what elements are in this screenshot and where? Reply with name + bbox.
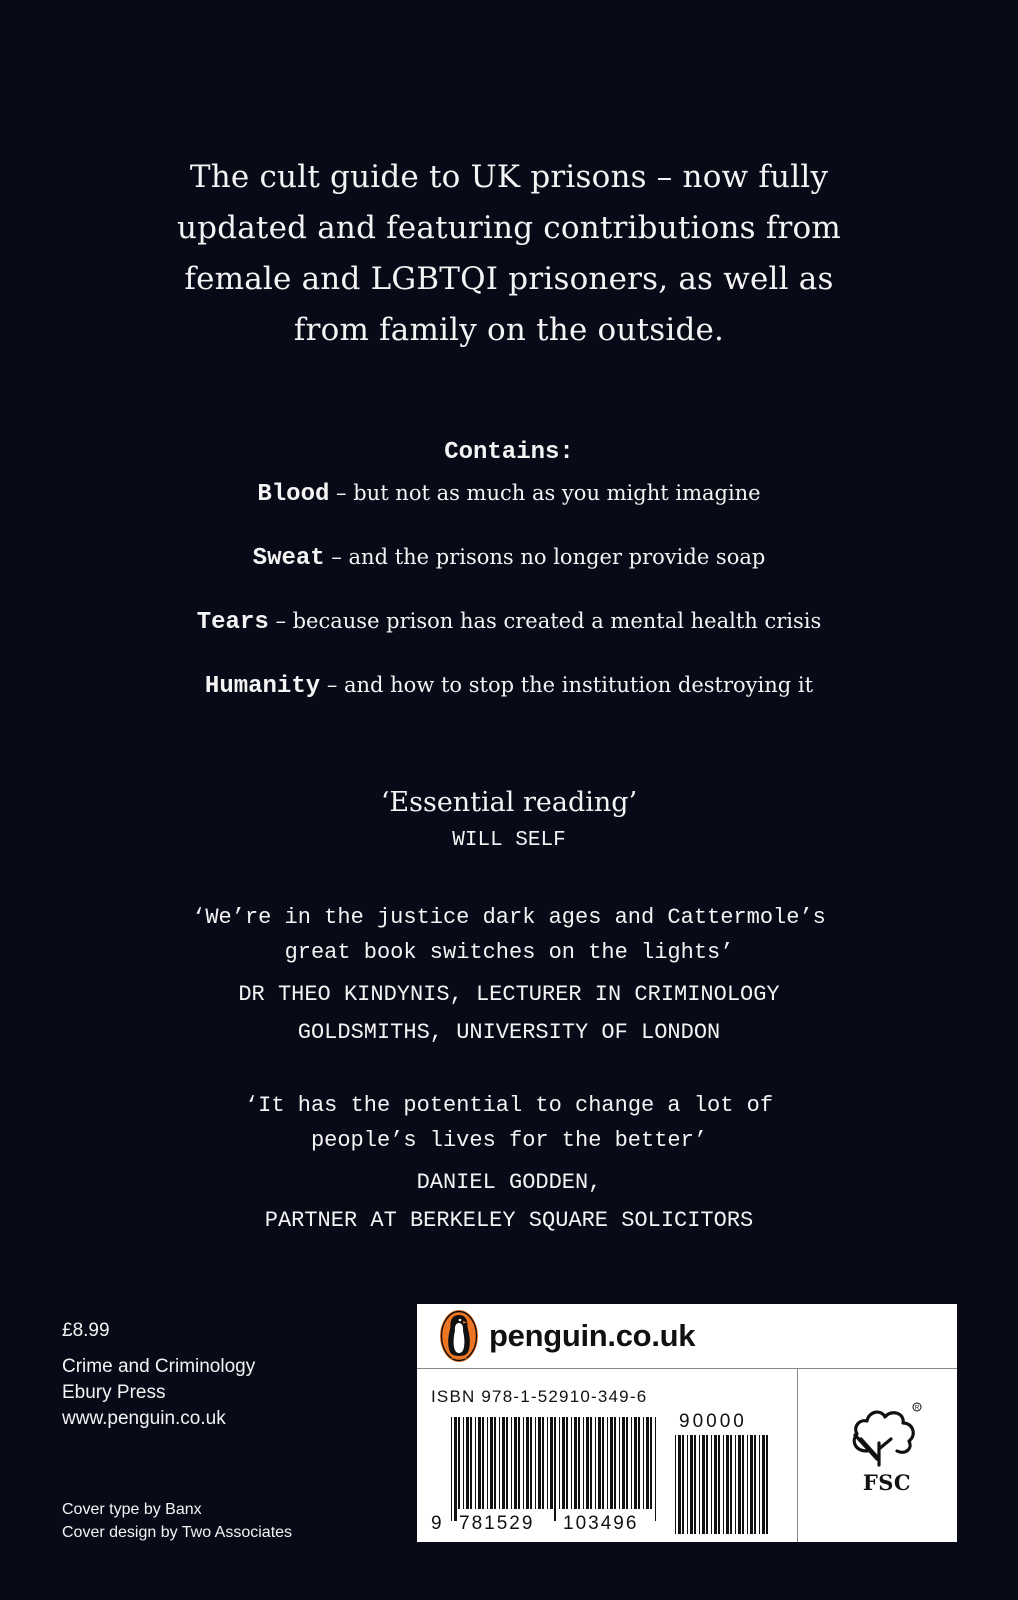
contains-desc: – and the prisons no longer provide soap (324, 545, 766, 569)
blurb-line: from family on the outside. (293, 312, 725, 348)
barcode-bar (610, 1417, 613, 1509)
barcode-bar (511, 1417, 512, 1509)
barcode-bar (554, 1417, 556, 1521)
barcode-bar (526, 1417, 529, 1509)
fsc-tree-icon (847, 1399, 927, 1469)
contains-item-humanity (60, 668, 958, 704)
blurb-line: The cult guide to UK prisons – now fully (189, 159, 829, 195)
barcode-bar (451, 1417, 452, 1521)
barcode-bar (759, 1435, 760, 1534)
quote-author (80, 1164, 938, 1240)
barcode-bar (538, 1417, 541, 1509)
barcode-bar (646, 1417, 649, 1509)
barcode-bar (535, 1417, 536, 1509)
ean-digits-group-1: 781529 (459, 1513, 535, 1534)
barcode-bar (655, 1417, 656, 1521)
contains-item-sweat (60, 540, 958, 576)
barcode-bar (714, 1435, 717, 1534)
barcode-panel (417, 1304, 957, 1542)
barcode-bar (631, 1417, 632, 1509)
barcode-bar (530, 1417, 532, 1509)
barcode-bar (482, 1417, 484, 1509)
barcode-bar (454, 1417, 457, 1521)
imprint: Ebury Press (62, 1382, 166, 1403)
barcode-bar (566, 1417, 568, 1509)
fsc-mark (837, 1399, 937, 1495)
barcode-bar (694, 1435, 696, 1534)
quote-author-line: DANIEL GODDEN, (416, 1170, 602, 1195)
main-barcode-bars (451, 1417, 656, 1521)
cover-credits (62, 1498, 292, 1544)
barcode-bar (514, 1417, 517, 1509)
quote-text: great book switches on the lights’ (284, 940, 734, 965)
quote-text: ‘It has the potential to change a lot of (244, 1093, 774, 1118)
quote-text: ‘We’re in the justice dark ages and Cattermole’s (192, 905, 826, 930)
barcode-bar (607, 1417, 608, 1509)
addon-barcode-bars (675, 1435, 768, 1534)
barcode-bar (638, 1417, 640, 1509)
barcode-bar (470, 1417, 472, 1509)
ean-first-digit: 9 (431, 1513, 444, 1534)
barcode-bar (463, 1417, 464, 1509)
barcode-bar (687, 1435, 688, 1534)
ean-digits-group-2: 103496 (563, 1513, 639, 1534)
contains-term: Blood (257, 481, 330, 508)
penguin-logo-icon (439, 1309, 479, 1363)
barcode-bar (523, 1417, 524, 1509)
contains-term: Sweat (252, 545, 325, 572)
barcode-bar (586, 1417, 589, 1509)
barcode-bar (598, 1417, 601, 1509)
barcode-bar (602, 1417, 604, 1509)
barcode-bar (762, 1435, 765, 1534)
barcode-bar (487, 1417, 488, 1509)
barcode-bar (738, 1435, 741, 1534)
barcode-bar (490, 1417, 493, 1509)
barcode-bar (466, 1417, 469, 1509)
cover-type-credit: Cover type by Banx (62, 1501, 202, 1518)
barcode-bar (634, 1417, 637, 1509)
contains-term: Humanity (204, 673, 321, 700)
barcode-bar (747, 1435, 748, 1534)
barcode-bar (458, 1417, 460, 1509)
contains-desc: – because prison has created a mental health crisis (268, 609, 822, 633)
contains-item-tears (60, 604, 958, 640)
penguin-site-label: penguin.co.uk (489, 1318, 696, 1353)
barcode-bar (571, 1417, 572, 1509)
barcode-bar (494, 1417, 496, 1509)
barcode-bar (578, 1417, 580, 1509)
review-quote-kindynis (80, 900, 938, 1052)
contains-item-blood (60, 476, 958, 512)
barcode-bar (518, 1417, 520, 1509)
isbn-label: ISBN 978-1-52910-349-6 (431, 1387, 648, 1406)
barcode-bar (750, 1435, 753, 1534)
price: £8.99 (62, 1320, 110, 1341)
category: Crime and Criminology (62, 1356, 256, 1377)
quote-text: people’s lives for the better’ (310, 1128, 708, 1153)
barcode-bar (502, 1417, 505, 1509)
contains-desc: – but not as much as you might imagine (329, 481, 761, 505)
quote-author: WILL SELF (452, 829, 566, 852)
barcode-bar (626, 1417, 628, 1509)
barcode-bar (682, 1435, 684, 1534)
penguin-banner (417, 1304, 957, 1369)
barcode-bar (678, 1435, 681, 1534)
isbn-barcode (417, 1369, 798, 1542)
barcode-bar (559, 1417, 560, 1509)
contains-heading: Contains: (444, 439, 574, 466)
barcode-bar (643, 1417, 644, 1509)
barcode-bar (723, 1435, 724, 1534)
barcode-bar (590, 1417, 592, 1509)
barcode-bar (622, 1417, 625, 1509)
barcode-bar (766, 1435, 768, 1534)
quote-author-line: GOLDSMITHS, UNIVERSITY OF LONDON (297, 1020, 721, 1045)
barcode-bar (675, 1435, 676, 1534)
barcode-bar (702, 1435, 705, 1534)
barcode-bar (711, 1435, 712, 1534)
barcode-bar (690, 1435, 693, 1534)
website: www.penguin.co.uk (62, 1408, 226, 1429)
barcode-bar (499, 1417, 500, 1509)
addon-digits: 90000 (679, 1411, 747, 1432)
barcode-bar (583, 1417, 584, 1509)
barcode-bar (730, 1435, 732, 1534)
blurb-line: female and LGBTQI prisoners, as well as (184, 261, 834, 297)
barcode-bar (614, 1417, 616, 1509)
contains-term: Tears (196, 609, 269, 636)
barcode-bar (550, 1417, 553, 1509)
barcode-bar (562, 1417, 565, 1509)
review-quote-godden (80, 1088, 938, 1240)
svg-text:R: R (914, 1405, 920, 1412)
quote-author-line: PARTNER AT BERKELEY SQUARE SOLICITORS (264, 1208, 754, 1233)
barcode-bar (475, 1417, 476, 1509)
publisher-info (62, 1318, 255, 1432)
contains-section (60, 436, 958, 732)
barcode-bar (619, 1417, 620, 1509)
barcode-bar (574, 1417, 577, 1509)
barcode-bar (742, 1435, 744, 1534)
barcode-bar (754, 1435, 756, 1534)
contains-desc: – and how to stop the institution destroying it (320, 673, 814, 697)
cover-design-credit: Cover design by Two Associates (62, 1524, 293, 1541)
barcode-bar (718, 1435, 720, 1534)
blurb-line: updated and featuring contributions from (176, 210, 841, 246)
barcode-bar (547, 1417, 548, 1509)
quote-author-line: DR THEO KINDYNIS, LECTURER IN CRIMINOLOGY (238, 982, 780, 1007)
barcode-bar (726, 1435, 729, 1534)
barcode-area (417, 1369, 957, 1542)
barcode-bar (650, 1417, 652, 1509)
review-quote-will-self (80, 784, 938, 856)
barcode-bar (542, 1417, 544, 1509)
barcode-bar (706, 1435, 708, 1534)
fsc-label: FSC (862, 1470, 912, 1495)
barcode-bar (478, 1417, 481, 1509)
barcode-bar (735, 1435, 736, 1534)
barcode-bar (595, 1417, 596, 1509)
barcode-bar (506, 1417, 508, 1509)
quote-author (80, 976, 938, 1052)
cover-blurb (80, 152, 938, 356)
barcode-bar (699, 1435, 700, 1534)
quote-text: ‘Essential reading’ (380, 787, 638, 818)
